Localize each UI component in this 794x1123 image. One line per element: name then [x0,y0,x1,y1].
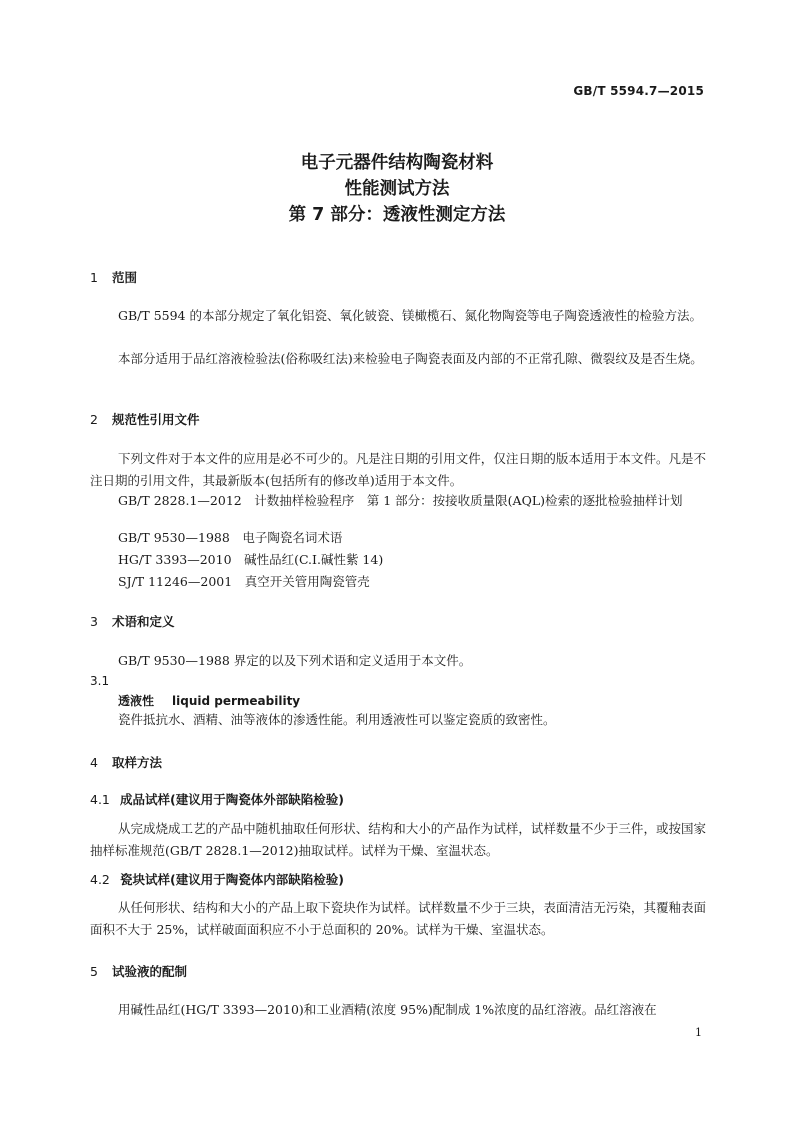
subsection-4-2-heading [90,870,344,888]
subsection-title: 成品试样(建议用于陶瓷体外部缺陷检验) [120,792,344,807]
subsection-4-1-paragraph: 从完成烧成工艺的产品中随机抽取任何形状、结构和大小的产品作为试样，试样数量不少于三件，或按国家抽样标准规范(GB/T 2828.1—2012)抽取试样。试样为干燥、室温状态。 [90,821,706,858]
reference-title: 碱性品红(C.I.碱性紫 14) [244,552,384,567]
section-5-heading [90,962,187,980]
section-2-heading [90,410,200,428]
reference-code: GB/T 2828.1—2012 [118,493,242,508]
subsection-4-2-paragraph: 从任何形状、结构和大小的产品上取下瓷块作为试样。试样数量不少于三块，表面清洁无污染，其覆釉表面面积不大于 25%，试样破面面积应不小于总面积的 20%。试样为干燥、室温状态。 [90,900,706,937]
reference-title: 真空开关管用陶瓷管壳 [244,574,370,589]
section-1-paragraph-2: 本部分适用于品红溶液检验法(俗称吸红法)来检验电子陶瓷表面及内部的不正常孔隙、微裂纹及是否生烧。 [118,351,703,366]
term-number: 3.1 [90,674,110,688]
reference-title: 电子陶瓷名词术语 [242,530,343,545]
section-number: 2 [90,412,98,427]
reference-code: SJ/T 11246—2001 [118,574,233,589]
term-english: liquid permeability [172,694,301,708]
page-number: 1 [695,1026,702,1039]
section-number: 1 [90,270,98,285]
term-definition: 瓷件抵抗水、酒精、油等液体的渗透性能。利用透液性可以鉴定瓷质的致密性。 [118,712,556,727]
reference-item [118,572,370,590]
section-2-paragraph-1: 下列文件对于本文件的应用是必不可少的。凡是注日期的引用文件，仅注日期的版本适用于本文件。凡是不注日期的引用文件，其最新版本(包括所有的修改单)适用于本文件。 [90,451,706,488]
document-title [0,150,794,228]
section-1-heading [90,268,137,286]
section-title: 范围 [112,270,138,285]
section-title: 取样方法 [112,755,163,770]
section-1-paragraph-1: GB/T 5594 的本部分规定了氧化铝瓷、氧化铍瓷、镁橄榄石、氮化物陶瓷等电子陶瓷透液性的检验方法。 [118,308,702,323]
section-5-paragraph: 用碱性品红(HG/T 3393—2010)和工业酒精(浓度 95%)配制成 1%浓度的品红溶液。品红溶液在 [118,1002,657,1017]
subsection-4-1-heading [90,790,344,808]
reference-item [118,550,383,568]
section-3-heading [90,612,175,630]
section-number: 4 [90,755,98,770]
section-title: 规范性引用文件 [112,412,200,427]
reference-code: GB/T 9530—1988 [118,530,230,545]
term-chinese: 透液性 [118,694,155,708]
section-number: 3 [90,614,98,629]
section-4-heading [90,753,162,771]
title-line-3: 第 7 部分：透液性测定方法 [288,205,506,225]
reference-title: 计数抽样检验程序 第 1 部分：按接收质量限(AQL)检索的逐批检验抽样计划 [254,493,683,508]
subsection-title: 瓷块试样(建议用于陶瓷体内部缺陷检验) [120,872,344,887]
subsection-number: 4.1 [90,792,110,807]
section-3-paragraph-1: GB/T 9530—1988 界定的以及下列术语和定义适用于本文件。 [118,653,472,668]
section-title: 术语和定义 [112,614,175,629]
title-line-2: 性能测试方法 [344,179,450,199]
subsection-number: 4.2 [90,872,110,887]
section-title: 试验液的配制 [112,964,188,979]
title-line-1: 电子元器件结构陶瓷材料 [300,153,494,173]
standard-code: GB/T 5594.7—2015 [573,84,704,98]
section-number: 5 [90,964,98,979]
reference-item [90,490,706,512]
reference-item [118,528,342,546]
term-heading [118,692,300,709]
reference-code: HG/T 3393—2010 [118,552,232,567]
